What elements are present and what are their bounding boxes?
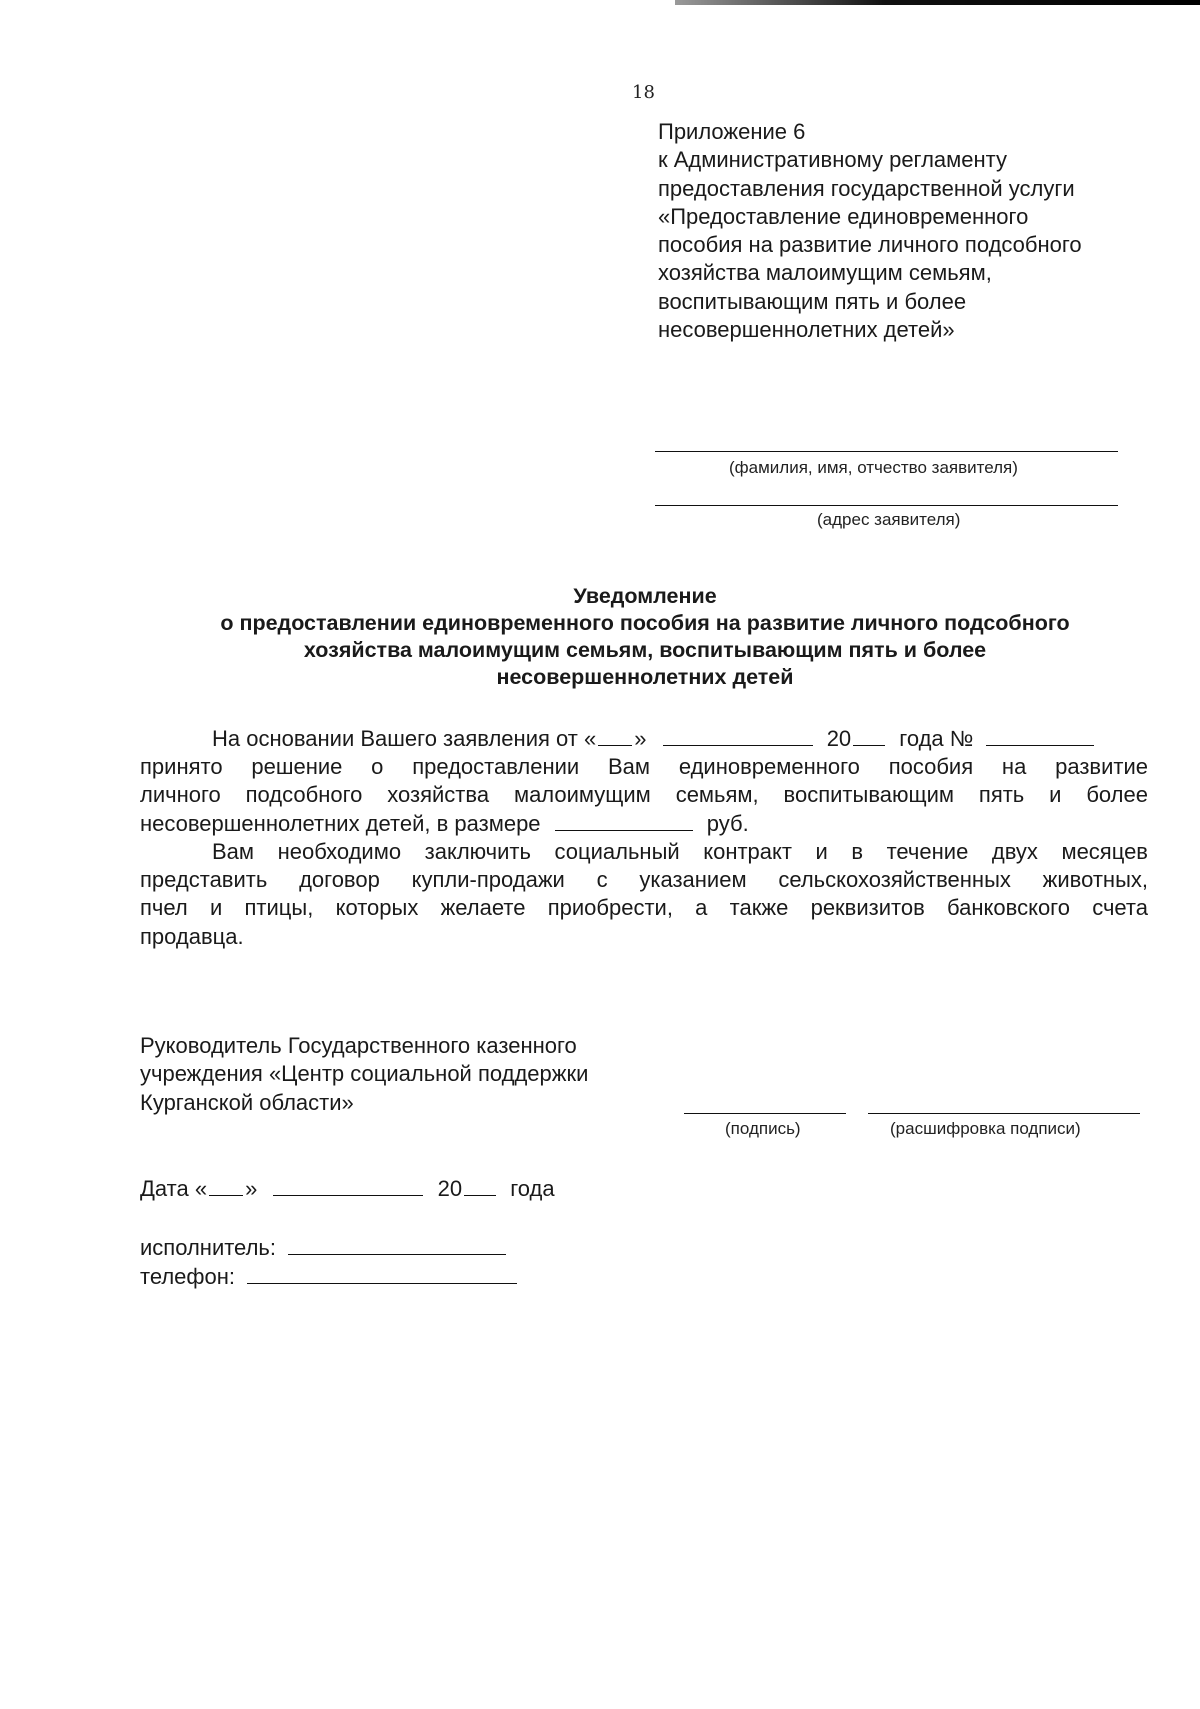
annex-header [658,118,1178,344]
annex-line: к Административному регламенту [658,147,1008,173]
signatory-line: Руководитель Государственного казенного [140,1033,577,1058]
year-blank [853,744,885,746]
applicant-address-caption: (адрес заявителя) [817,510,961,529]
contract-line-4: продавца. [140,923,244,949]
signatory-line: учреждения «Центр социальной поддержки [140,1061,589,1087]
title-line: Уведомление [573,584,717,608]
scan-edge-artifact [675,0,1200,5]
decision-line-3: личного подсобного хозяйства малоимущим семьям, воспитывающим пять и более [140,782,1148,808]
paragraph-contract [140,838,1148,951]
document-title [140,583,1150,691]
annex-line: несовершеннолетних детей» [658,317,955,343]
title-line: о предоставлении единовременного пособия на развитие личного подсобного [220,611,1070,635]
date-month-blank [273,1194,423,1196]
annex-line: предоставления государственной услуги [658,175,1075,201]
day-blank [598,744,632,746]
page-number: 18 [632,82,655,103]
annex-line: хозяйства малоимущим семьям, [658,260,992,286]
phone-blank [247,1282,517,1284]
signature-decode-line [868,1113,1140,1114]
signatory-title [140,1032,660,1117]
phone-field: телефон: [140,1264,519,1290]
month-blank [663,744,813,746]
decision-line-4: несовершеннолетних детей, в размере руб. [140,810,749,836]
signature-line [684,1113,846,1114]
executor-field: исполнитель: [140,1235,508,1261]
annex-line: пособия на развитие личного подсобного [658,232,1082,258]
signature-caption: (подпись) [725,1119,801,1138]
amount-blank [555,829,693,831]
contract-line-2: представить договор купли-продажи с указанием сельскохозяйственных животных, [140,867,1148,893]
annex-line: «Предоставление единовременного [658,203,1029,229]
contract-line-3: пчел и птицы, которых желаете приобрести, а также реквизитов банковского счета [140,895,1148,921]
applicant-name-line [655,451,1118,452]
signatory-line: Курганской области» [140,1089,354,1115]
decision-line-2: принято решение о предоставлении Вам единовременного пособия на развитие [140,754,1148,780]
date-day-blank [209,1194,243,1196]
applicant-name-caption: (фамилия, имя, отчество заявителя) [729,458,1018,477]
title-line: несовершеннолетних детей [496,665,794,689]
signature-decode-caption: (расшифровка подписи) [890,1119,1081,1138]
date-field: Дата « » 20 года [140,1176,555,1201]
annex-line: воспитывающим пять и более [658,288,967,314]
date-year-blank [464,1194,496,1196]
applicant-address-line [655,505,1118,506]
paragraph-decision [140,725,1148,838]
annex-line: Приложение 6 [658,119,806,144]
decision-line-1: На основании Вашего заявления от « » 20 года № [140,725,1148,753]
title-line: хозяйства малоимущим семьям, воспитывающим пять и более [303,638,987,662]
executor-blank [288,1253,506,1255]
contract-line-1: Вам необходимо заключить социальный контракт и в течение двух месяцев [212,839,1148,864]
application-number-blank [986,744,1094,746]
